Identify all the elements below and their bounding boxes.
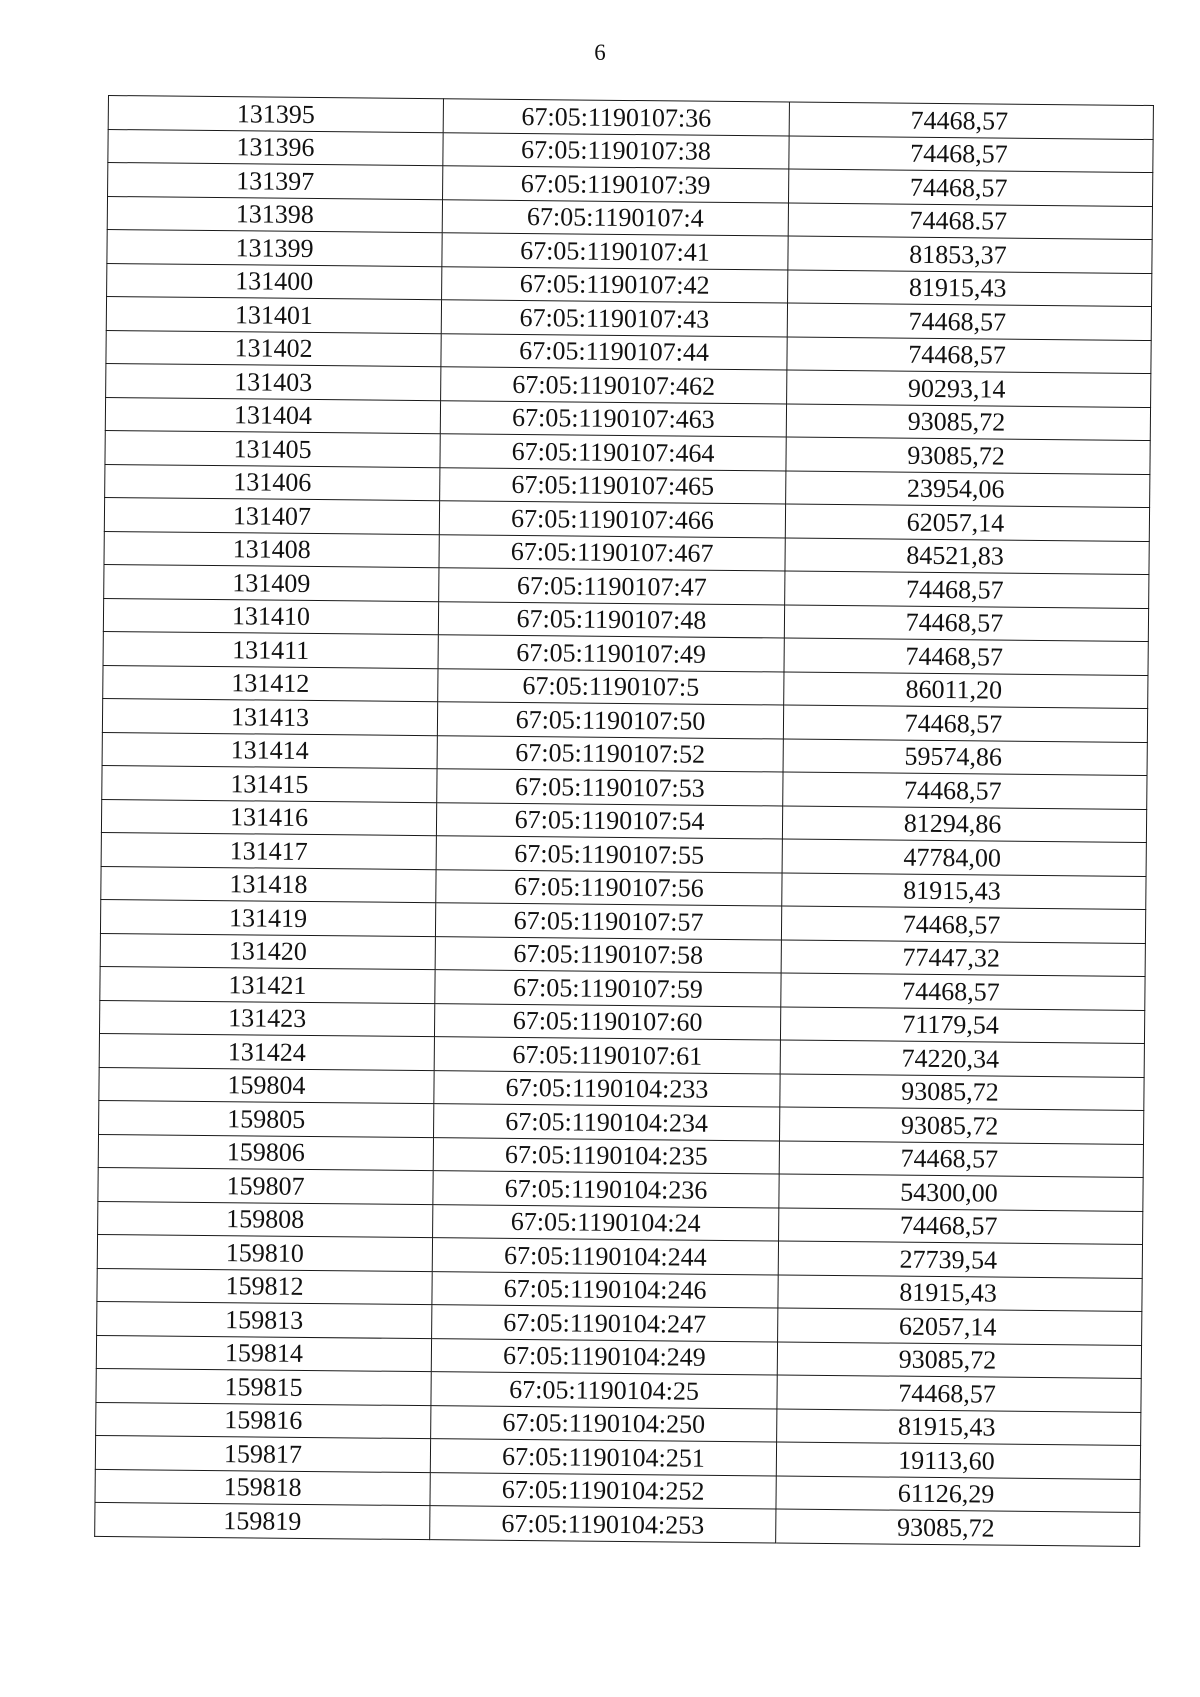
cadastral-number-text: 67:05:1190104:233 — [505, 1072, 709, 1104]
row-id-cell — [106, 296, 441, 333]
cadastral-number-text: 67:05:1190104:247 — [503, 1307, 707, 1339]
amount-cell — [785, 538, 1149, 575]
row-id-cell — [99, 1000, 434, 1037]
amount-text: 81915,43 — [908, 272, 1007, 303]
cadastral-number-text: 67:05:1190107:43 — [519, 302, 710, 334]
row-id-text: 131408 — [232, 534, 311, 564]
amount-text: 74468,57 — [910, 105, 1009, 136]
row-id-cell — [95, 1435, 430, 1472]
cadastral-number-text: 67:05:1190107:462 — [512, 369, 716, 401]
row-id-text: 131411 — [232, 634, 310, 665]
row-id-cell — [103, 631, 438, 668]
cadastral-number-text: 67:05:1190107:39 — [520, 168, 711, 200]
cadastral-number-cell — [431, 1338, 777, 1375]
row-id-text: 131421 — [228, 969, 307, 1000]
amount-text: 77447,32 — [902, 942, 1001, 973]
amount-cell — [784, 605, 1148, 642]
row-id-text: 131399 — [235, 232, 314, 263]
amount-text: 62057,14 — [898, 1311, 997, 1342]
row-id-text: 159815 — [224, 1371, 303, 1402]
amount-text: 74468,57 — [905, 641, 1004, 672]
amount-text: 86011,20 — [905, 674, 1003, 705]
cadastral-number-cell — [437, 702, 783, 739]
row-id-cell — [107, 229, 442, 266]
amount-cell — [788, 169, 1152, 206]
row-id-cell — [100, 899, 435, 936]
cadastral-number-cell — [438, 601, 784, 638]
cadastral-number-text: 67:05:1190104:246 — [503, 1273, 707, 1305]
amount-cell — [778, 1241, 1142, 1278]
row-id-text: 131400 — [235, 266, 314, 296]
row-id-cell — [101, 832, 436, 869]
amount-text: 47784,00 — [903, 842, 1002, 873]
cadastral-number-text: 67:05:1190104:251 — [501, 1441, 705, 1473]
amount-cell — [783, 705, 1147, 742]
cadastral-number-text: 67:05:1190107:54 — [514, 804, 705, 836]
row-id-text: 131407 — [232, 500, 312, 531]
amount-cell — [779, 1174, 1143, 1211]
amount-text: 74468,57 — [899, 1210, 998, 1241]
amount-cell — [776, 1442, 1140, 1479]
cadastral-number-text: 67:05:1190107:463 — [511, 402, 715, 434]
amount-text: 74468,57 — [900, 1143, 999, 1174]
amount-text: 23954,06 — [906, 473, 1005, 504]
row-id-text: 159814 — [224, 1338, 304, 1368]
row-id-cell — [99, 1100, 434, 1137]
cadastral-number-text: 67:05:1190107:61 — [512, 1039, 703, 1071]
amount-cell — [783, 772, 1147, 809]
row-id-text: 131413 — [230, 701, 310, 732]
amount-cell — [787, 370, 1151, 407]
cadastral-number-cell — [439, 501, 785, 538]
cadastral-number-cell — [441, 367, 787, 404]
row-id-cell — [100, 966, 435, 1003]
amount-cell — [788, 236, 1152, 273]
cadastral-number-text: 67:05:1190107:60 — [512, 1005, 703, 1037]
document-table-wrapper — [94, 95, 1153, 1546]
row-id-text: 131402 — [234, 333, 313, 363]
row-id-cell — [103, 665, 438, 702]
cadastral-number-cell — [435, 903, 781, 940]
row-id-text: 131397 — [236, 165, 315, 196]
cadastral-value-table — [94, 95, 1154, 1546]
row-id-text: 159819 — [223, 1505, 302, 1536]
row-id-text: 131424 — [227, 1036, 306, 1067]
cadastral-number-text: 67:05:1190107:464 — [511, 436, 715, 468]
row-id-text: 131395 — [236, 98, 315, 129]
cadastral-number-cell — [430, 1506, 776, 1543]
amount-cell — [781, 906, 1145, 943]
row-id-text: 159816 — [224, 1405, 303, 1435]
row-id-text: 131398 — [235, 199, 315, 229]
amount-text: 74468,57 — [903, 775, 1002, 806]
cadastral-number-text: 67:05:1190107:38 — [520, 134, 711, 166]
amount-text: 74468,57 — [908, 306, 1007, 337]
row-id-text: 131418 — [229, 869, 308, 899]
amount-cell — [777, 1341, 1141, 1378]
row-id-cell — [108, 129, 443, 166]
amount-cell — [789, 136, 1153, 173]
amount-cell — [786, 437, 1150, 474]
row-id-cell — [102, 765, 437, 802]
row-id-cell — [107, 196, 442, 233]
row-id-cell — [98, 1134, 433, 1171]
row-id-cell — [103, 598, 438, 635]
cadastral-number-cell — [437, 735, 783, 772]
cadastral-number-cell — [431, 1372, 777, 1409]
amount-text: 74468,57 — [902, 976, 1000, 1007]
row-id-cell — [106, 363, 441, 400]
cadastral-number-cell — [433, 1171, 779, 1208]
cadastral-number-text: 67:05:1190107:57 — [513, 905, 704, 937]
row-id-cell — [105, 430, 440, 467]
row-id-cell — [105, 397, 440, 434]
row-id-text: 159806 — [226, 1137, 305, 1167]
row-id-text: 159817 — [223, 1438, 303, 1469]
cadastral-number-cell — [439, 568, 785, 605]
cadastral-number-text: 67:05:1190107:56 — [513, 871, 704, 903]
amount-text: 74468,57 — [904, 708, 1003, 739]
row-id-text: 131405 — [233, 433, 312, 464]
cadastral-number-cell — [442, 233, 788, 270]
amount-cell — [779, 1107, 1143, 1144]
row-id-cell — [96, 1335, 431, 1372]
amount-cell — [778, 1274, 1142, 1311]
row-id-cell — [97, 1234, 432, 1271]
cadastral-number-cell — [433, 1204, 779, 1241]
cadastral-number-cell — [443, 166, 789, 203]
row-id-text: 131420 — [228, 936, 307, 966]
row-id-cell — [104, 564, 439, 601]
amount-text: 59574,86 — [904, 741, 1003, 772]
row-id-cell — [101, 799, 436, 836]
cadastral-number-text: 67:05:1190104:234 — [505, 1106, 709, 1138]
row-id-cell — [99, 1033, 434, 1070]
cadastral-number-text: 67:05:1190107:55 — [514, 838, 705, 870]
cadastral-number-cell — [433, 1137, 779, 1174]
cadastral-number-text: 67:05:1190104:235 — [504, 1139, 708, 1171]
cadastral-number-cell — [436, 836, 782, 873]
cadastral-number-text: 67:05:1190107:52 — [515, 737, 706, 769]
cadastral-number-text: 67:05:1190107:48 — [516, 603, 707, 635]
amount-cell — [780, 1040, 1144, 1077]
amount-text: 81853,37 — [909, 239, 1007, 270]
amount-text: 61126,29 — [897, 1478, 995, 1509]
amount-cell — [781, 973, 1145, 1010]
cadastral-number-text: 67:05:1190104:236 — [504, 1173, 708, 1205]
cadastral-number-cell — [441, 333, 787, 370]
amount-cell — [780, 1007, 1144, 1044]
row-id-cell — [104, 531, 439, 568]
amount-cell — [782, 873, 1146, 910]
amount-cell — [786, 404, 1150, 441]
cadastral-number-cell — [435, 970, 781, 1007]
cadastral-number-cell — [443, 99, 789, 136]
row-id-text: 159804 — [227, 1070, 306, 1100]
row-id-text: 159812 — [225, 1271, 304, 1301]
amount-text: 93085,72 — [907, 440, 1005, 471]
cadastral-number-cell — [432, 1305, 778, 1342]
row-id-text: 131414 — [230, 735, 309, 765]
cadastral-number-cell — [439, 534, 785, 571]
cadastral-number-text: 67:05:1190107:467 — [510, 536, 714, 568]
cadastral-number-text: 67:05:1190104:250 — [502, 1407, 706, 1439]
cadastral-number-cell — [432, 1271, 778, 1308]
row-id-text: 159813 — [225, 1304, 304, 1335]
cadastral-number-cell — [436, 802, 782, 839]
row-id-cell — [102, 698, 437, 735]
amount-cell — [783, 739, 1147, 776]
cadastral-number-text: 67:05:1190107:42 — [519, 268, 710, 300]
amount-text: 74468,57 — [905, 607, 1004, 638]
amount-text: 71179,54 — [902, 1009, 1000, 1040]
cadastral-number-text: 67:05:1190107:58 — [513, 938, 704, 970]
cadastral-number-text: 67:05:1190104:253 — [501, 1508, 705, 1540]
cadastral-number-text: 67:05:1190107:50 — [515, 704, 706, 736]
amount-cell — [787, 337, 1151, 374]
row-id-text: 131423 — [228, 1003, 307, 1033]
row-id-text: 159807 — [226, 1170, 305, 1201]
amount-text: 62057,14 — [906, 507, 1005, 538]
amount-text: 27739,54 — [899, 1244, 998, 1275]
amount-cell — [784, 638, 1148, 675]
row-id-text: 159808 — [226, 1204, 305, 1234]
row-id-text: 131417 — [229, 835, 308, 866]
row-id-text: 131409 — [232, 567, 311, 598]
amount-cell — [776, 1509, 1140, 1546]
cadastral-number-cell — [430, 1472, 776, 1509]
row-id-text: 131406 — [233, 467, 312, 497]
amount-cell — [784, 672, 1148, 709]
amount-text: 93085,72 — [896, 1512, 995, 1543]
amount-cell — [788, 203, 1152, 240]
row-id-text: 131396 — [236, 132, 315, 162]
row-id-cell — [104, 497, 439, 534]
amount-text: 93085,72 — [900, 1110, 999, 1141]
row-id-cell — [97, 1268, 432, 1305]
row-id-cell — [95, 1502, 430, 1539]
amount-cell — [782, 839, 1146, 876]
row-id-cell — [99, 1067, 434, 1104]
amount-text: 81915,43 — [903, 875, 1001, 906]
cadastral-number-text: 67:05:1190107:47 — [516, 570, 707, 602]
cadastral-number-text: 67:05:1190107:53 — [514, 771, 705, 803]
amount-text: 81915,43 — [899, 1277, 997, 1308]
cadastral-number-cell — [432, 1238, 778, 1275]
row-id-cell — [98, 1167, 433, 1204]
cadastral-number-cell — [442, 199, 788, 236]
amount-cell — [786, 471, 1150, 508]
amount-cell — [781, 940, 1145, 977]
amount-cell — [777, 1375, 1141, 1412]
amount-text: 74468,57 — [898, 1378, 996, 1409]
amount-cell — [778, 1308, 1142, 1345]
row-id-text: 131410 — [231, 601, 311, 631]
amount-text: 74468.57 — [909, 205, 1008, 236]
cadastral-number-cell — [438, 635, 784, 672]
row-id-cell — [107, 263, 442, 300]
row-id-cell — [108, 163, 443, 200]
amount-cell — [788, 270, 1152, 307]
amount-text: 74468,57 — [910, 138, 1008, 169]
amount-cell — [779, 1140, 1143, 1177]
cadastral-number-text: 67:05:1190107:465 — [511, 469, 715, 501]
row-id-cell — [96, 1402, 431, 1439]
amount-text: 90293,14 — [907, 373, 1006, 404]
cadastral-number-cell — [442, 266, 788, 303]
page-number: 6 — [594, 40, 606, 65]
cadastral-number-cell — [440, 400, 786, 437]
row-id-cell — [96, 1368, 431, 1405]
cadastral-number-cell — [434, 1104, 780, 1141]
cadastral-number-text: 67:05:1190107:59 — [512, 972, 703, 1004]
amount-cell — [782, 806, 1146, 843]
amount-cell — [789, 102, 1153, 139]
amount-cell — [787, 303, 1151, 340]
cadastral-number-text: 67:05:1190104:252 — [501, 1474, 705, 1506]
amount-text: 93085,72 — [898, 1344, 997, 1375]
row-id-text: 131412 — [231, 668, 310, 698]
cadastral-number-text: 67:05:1190104:244 — [503, 1240, 707, 1272]
amount-text: 74468,57 — [902, 909, 1001, 940]
cadastral-number-cell — [440, 467, 786, 504]
cadastral-number-text: 67:05:1190107:4 — [526, 202, 704, 233]
row-id-cell — [106, 330, 441, 367]
amount-cell — [776, 1475, 1140, 1512]
amount-text: 74468,57 — [905, 574, 1004, 605]
row-id-text: 159805 — [227, 1103, 306, 1134]
amount-text: 81915,43 — [897, 1411, 996, 1442]
cadastral-number-cell — [435, 936, 781, 973]
cadastral-number-text: 67:05:1190107:36 — [521, 101, 712, 133]
cadastral-number-text: 67:05:1190104:25 — [509, 1374, 700, 1406]
cadastral-number-cell — [436, 869, 782, 906]
row-id-cell — [105, 464, 440, 501]
amount-text: 74468,57 — [909, 172, 1008, 203]
cadastral-number-text: 67:05:1190107:5 — [522, 671, 700, 702]
row-id-cell — [100, 933, 435, 970]
cadastral-number-cell — [434, 1037, 780, 1074]
cadastral-number-text: 67:05:1190107:44 — [519, 335, 710, 367]
amount-cell — [777, 1408, 1141, 1445]
cadastral-number-cell — [438, 668, 784, 705]
cadastral-number-text: 67:05:1190107:41 — [520, 235, 711, 267]
table-body — [95, 96, 1154, 1546]
row-id-text: 159818 — [223, 1472, 302, 1502]
row-id-text: 131401 — [234, 299, 314, 330]
row-id-cell — [97, 1301, 432, 1338]
amount-text: 81294,86 — [903, 808, 1002, 839]
cadastral-number-cell — [434, 1070, 780, 1107]
cadastral-number-cell — [431, 1405, 777, 1442]
amount-text: 74468,57 — [908, 339, 1006, 370]
cadastral-number-text: 67:05:1190104:24 — [510, 1206, 701, 1238]
cadastral-number-text: 67:05:1190107:466 — [510, 503, 714, 535]
amount-cell — [785, 571, 1149, 608]
row-id-cell — [98, 1201, 433, 1238]
cadastral-number-text: 67:05:1190107:49 — [516, 637, 707, 669]
cadastral-number-cell — [430, 1439, 776, 1476]
row-id-cell — [102, 732, 437, 769]
amount-text: 93085,72 — [907, 406, 1006, 437]
cadastral-number-cell — [437, 769, 783, 806]
row-id-text: 159810 — [225, 1237, 305, 1268]
row-id-cell — [101, 866, 436, 903]
cadastral-number-text: 67:05:1190104:249 — [502, 1340, 706, 1372]
amount-cell — [785, 504, 1149, 541]
row-id-cell — [95, 1469, 430, 1506]
cadastral-number-cell — [443, 132, 789, 169]
amount-text: 19113,60 — [898, 1445, 995, 1476]
amount-text: 74220,34 — [901, 1043, 1000, 1074]
amount-text: 54300,00 — [900, 1177, 998, 1208]
cadastral-number-cell — [441, 300, 787, 337]
cadastral-number-cell — [440, 434, 786, 471]
row-id-cell — [108, 96, 443, 133]
row-id-text: 131419 — [228, 902, 308, 933]
amount-text: 93085,72 — [901, 1076, 999, 1107]
amount-cell — [779, 1207, 1143, 1244]
row-id-text: 131416 — [229, 802, 309, 832]
row-id-text: 131403 — [234, 366, 313, 397]
amount-cell — [780, 1073, 1144, 1110]
row-id-text: 131415 — [230, 768, 309, 799]
row-id-text: 131404 — [233, 400, 313, 430]
amount-text: 84521,83 — [906, 540, 1005, 571]
cadastral-number-cell — [434, 1003, 780, 1040]
